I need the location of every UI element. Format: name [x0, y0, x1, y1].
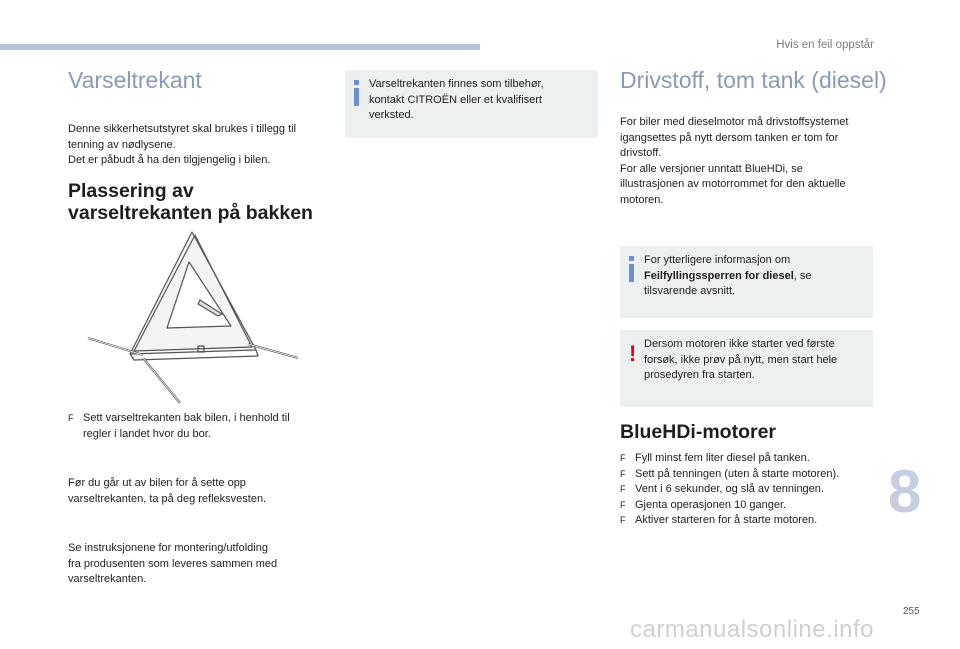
- subtitle-line: varseltrekanten på bakken: [68, 202, 313, 224]
- page-title-varseltrekant: Varseltrekant: [68, 67, 202, 93]
- intro-line: drivstoff.: [620, 147, 662, 159]
- list-item: [620, 451, 839, 467]
- bullet-marker: F: [620, 484, 626, 494]
- bullet-line: regler i landet hvor du bor.: [83, 427, 211, 440]
- info-box-feilfylling: [620, 246, 873, 318]
- bullet-line: Sett varseltrekanten bak bilen, i henhold til: [83, 412, 290, 424]
- intro-line: tenning av nødlysene.: [68, 138, 176, 151]
- watermark: carmanualsonline.info: [630, 616, 874, 643]
- warning-text: [644, 337, 837, 384]
- para-line: Se instruksjonene for montering/utfolding: [68, 542, 268, 554]
- info-line: For ytterligere informasjon om: [644, 254, 791, 266]
- chapter-number: 8: [888, 458, 922, 525]
- intro-line: igangsettes på nytt dersom tanken er tom for: [620, 131, 839, 144]
- info-line: [644, 269, 812, 285]
- page-title-drivstoff: Drivstoff, tom tank (diesel): [620, 67, 887, 93]
- intro-line: motoren.: [620, 193, 664, 206]
- subtitle-line: Plassering av: [68, 180, 194, 202]
- bullet-marker: F: [68, 413, 74, 423]
- section-title: Hvis en feil oppstår: [776, 39, 874, 51]
- para-line: varseltrekanten, ta på deg refleksvesten.: [68, 492, 267, 505]
- list-item: [620, 482, 839, 498]
- info-line: Varseltrekanten finnes som tilbehør,: [369, 78, 544, 90]
- list-item: [68, 411, 290, 442]
- bullet-marker: F: [620, 515, 626, 525]
- list-item: [620, 498, 839, 514]
- info-line: tilsvarende avsnitt.: [644, 285, 736, 297]
- intro-line: illustrasjonen av motorrommet for den aktuelle: [620, 178, 846, 190]
- info-line: verksted.: [369, 109, 414, 121]
- para-line: fra produsenten som leveres sammen med: [68, 557, 278, 570]
- info-text: [369, 77, 544, 124]
- subtitle-plassering: [68, 180, 313, 224]
- paragraph-instruksjoner: [68, 541, 277, 588]
- header-accent-bar: [0, 44, 480, 50]
- info-line: kontakt CITROËN eller et kvalifisert: [369, 93, 542, 106]
- info-bold-link: Feilfyllingssperren for diesel: [644, 269, 794, 282]
- info-icon: [351, 80, 363, 106]
- intro-line: Det er påbudt å ha den tilgjengelig i bilen.: [68, 154, 271, 166]
- intro-line: For biler med dieselmotor må drivstoffsystemet: [620, 116, 849, 128]
- info-text: [644, 253, 812, 300]
- warning-triangle-illustration: [80, 228, 305, 406]
- bullet-list-placement: [68, 411, 290, 442]
- warning-line: prosedyren fra starten.: [644, 369, 755, 381]
- warning-box: [620, 330, 873, 407]
- info-box-accessory: [345, 70, 598, 138]
- intro-paragraph-diesel: [620, 115, 848, 208]
- intro-paragraph: [68, 122, 296, 169]
- info-line-rest: , se: [793, 269, 812, 282]
- paragraph-refleksvest: [68, 476, 266, 507]
- list-item: [620, 513, 839, 529]
- step-text: Sett på tenningen (uten å starte motoren).: [635, 467, 840, 480]
- warning-line: forsøk, ikke prøv på nytt, men start hele: [644, 353, 838, 366]
- step-text: Aktiver starteren for å starte motoren.: [635, 514, 818, 526]
- para-line: varseltrekanten.: [68, 573, 147, 585]
- warning-icon: !: [629, 341, 637, 366]
- list-item: [620, 467, 839, 483]
- warning-line: Dersom motoren ikke starter ved første: [644, 338, 835, 350]
- step-text: Vent i 6 sekunder, og slå av tenningen.: [635, 483, 824, 495]
- bullet-marker: F: [620, 499, 626, 510]
- info-icon: [626, 256, 638, 282]
- step-text: Fyll minst fem liter diesel på tanken.: [635, 452, 810, 464]
- page-number: 255: [903, 606, 920, 617]
- intro-line: Denne sikkerhetsutstyret skal brukes i tillegg til: [68, 123, 297, 135]
- intro-line: For alle versjoner unntatt BlueHDi, se: [620, 162, 803, 175]
- bullet-marker: F: [620, 453, 626, 463]
- step-text: Gjenta operasjonen 10 ganger.: [635, 498, 787, 511]
- subtitle-bluehdi: BlueHDi-motorer: [620, 421, 777, 443]
- para-line: Før du går ut av bilen for å sette opp: [68, 477, 246, 489]
- bullet-marker: F: [620, 468, 626, 479]
- steps-list: [620, 451, 839, 529]
